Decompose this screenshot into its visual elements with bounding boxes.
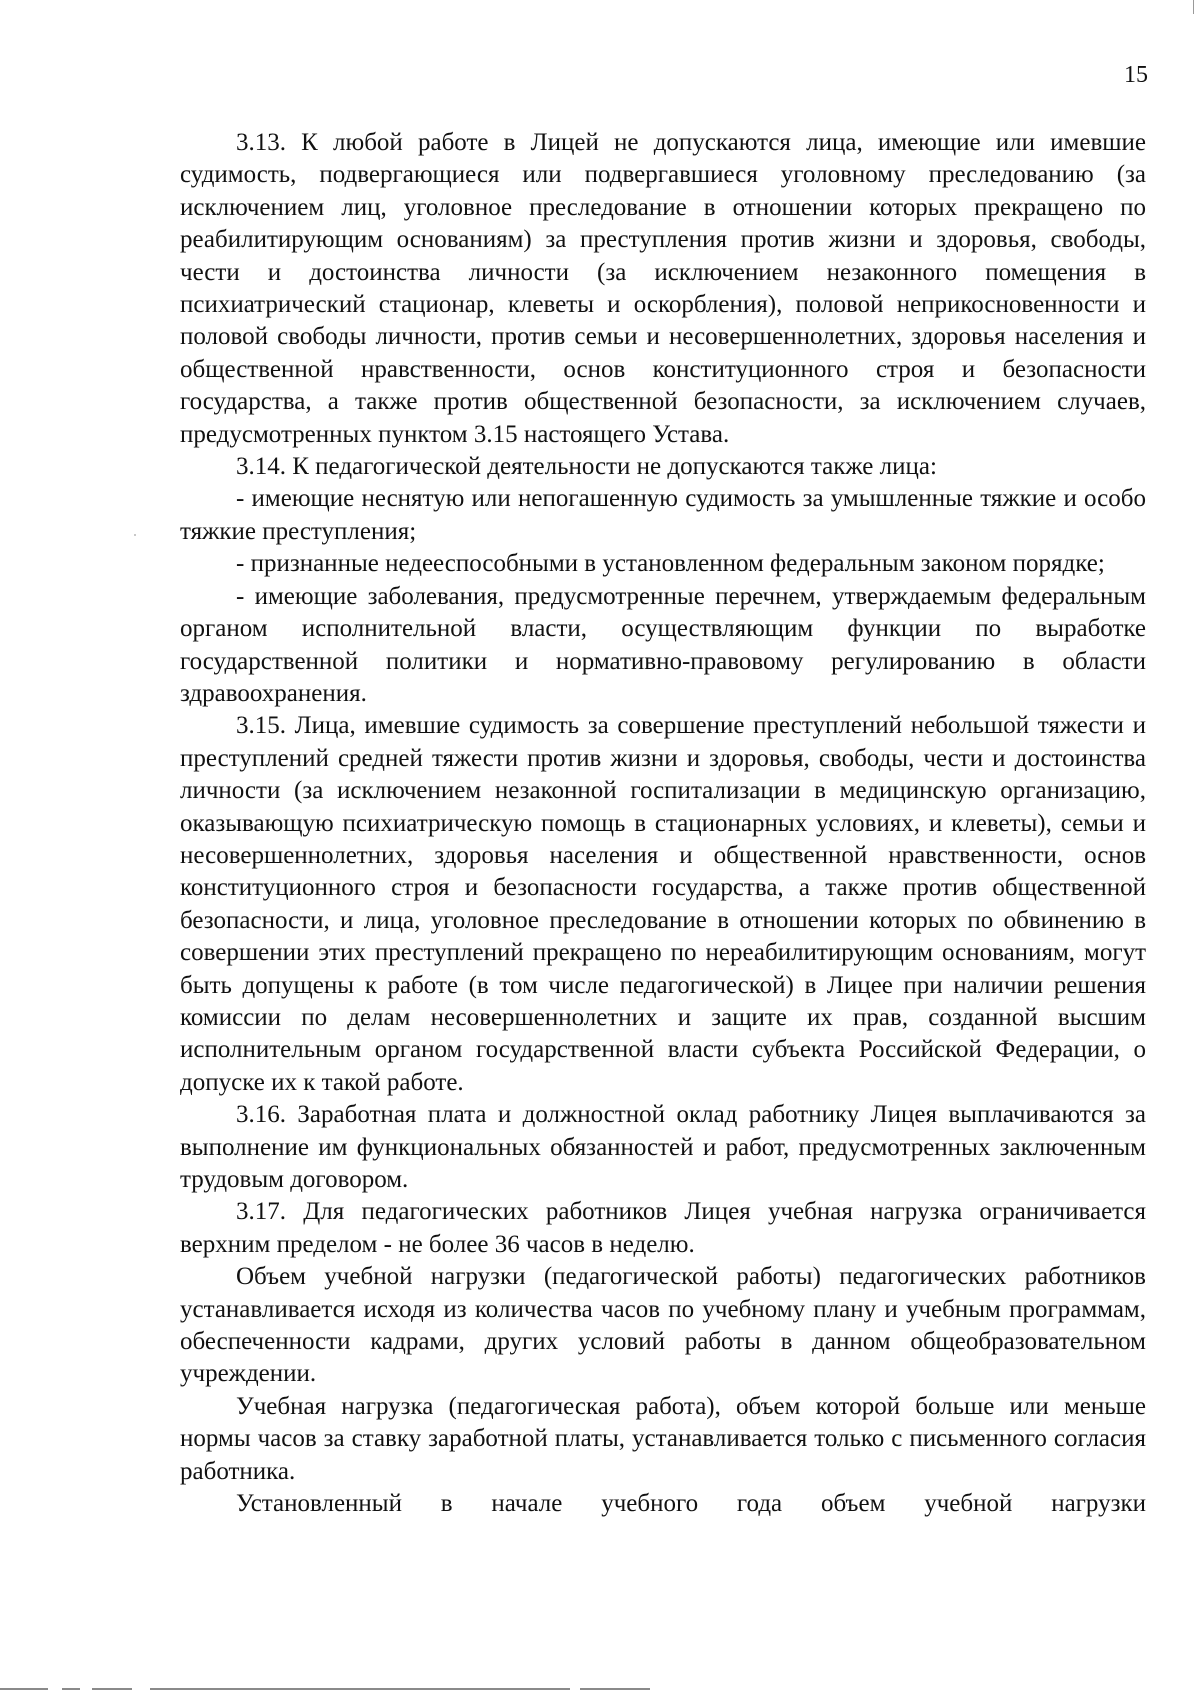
paragraph-workload-established: Установленный в начале учебного года объем учебной нагрузки [236, 1490, 1146, 1518]
document-body [180, 127, 1146, 1520]
paragraph-workload-consent: Учебная нагрузка (педагогическая работа), объем которой больше или меньше нормы часов за ставку заработной платы, устанавливается только с письменного согласия работника. [180, 1392, 1146, 1485]
paragraph-3-14: 3.14. К педагогической деятельности не допускаются также лица: [236, 453, 937, 481]
page-number: 15 [1124, 62, 1148, 88]
paragraph-workload-volume: Объем учебной нагрузки (педагогической работы) педагогических работников устанавливается исходя из количества часов по учебному плану и учебным программам, обеспеченности кадрами, других условий работы в данном общеобразовательном учреждении. [180, 1263, 1146, 1388]
scan-bottom-edge [0, 1688, 1200, 1692]
paragraph-3-13: 3.13. К любой работе в Лицей не допускаются лица, имеющие или имевшие судимость, подвергающиеся или подвергавшиеся уголовному преследованию (за исключением лиц, уголовное преследование в отношении которых прекращено по реабилитирующим основаниям) за преступления против жизни и здоровья, свободы, чести и достоинства личности (за исключением незаконного помещения в психиатрический стационар, клеветы и оскорбления), половой неприкосновенности и половой свободы личности, против семьи и несовершеннолетних, здоровья населения и общественной нравственности, основ конституционного строя и безопасности государства, а также против общественной безопасности, за исключением случаев, предусмотренных пунктом 3.15 настоящего Устава. [180, 129, 1146, 448]
scan-edge-mark [1193, 0, 1194, 14]
list-item-diseases: - имеющие заболевания, предусмотренные перечнем, утверждаемым федеральным органом исполнительной власти, осуществляющим функции по выработке государственной политики и нормативно-правовому регулированию в области здравоохранения. [180, 582, 1146, 707]
scan-speck [134, 534, 136, 536]
paragraph-3-17: 3.17. Для педагогических работников Лицея учебная нагрузка ограничивается верхним пределом - не более 36 часов в неделю. [180, 1198, 1146, 1258]
list-item-conviction: - имеющие неснятую или непогашенную судимость за умышленные тяжкие и особо тяжкие преступления; [180, 485, 1146, 545]
list-item-incapacity: - признанные недееспособными в установленном федеральным законом порядке; [236, 550, 1105, 578]
paragraph-3-16: 3.16. Заработная плата и должностной оклад работнику Лицея выплачиваются за выполнение им функциональных обязанностей и работ, предусмотренных заключенным трудовым договором. [180, 1101, 1146, 1193]
paragraph-3-15: 3.15. Лица, имевшие судимость за совершение преступлений небольшой тяжести и преступлений средней тяжести против жизни и здоровья, свободы, чести и достоинства личности (за исключением незаконной госпитализации в медицинскую организацию, оказывающую психиатрическую помощь в стационарных условиях, и клеветы), семьи и несовершеннолетних, здоровья населения и общественной нравственности, основ конституционного строя и безопасности государства, а также против общественной безопасности, и лица, уголовное преследование в отношении которых по обвинению в совершении этих преступлений прекращено по нереабилитирующим основаниям, могут быть допущены к работе (в том числе педагогической) в Лицее при наличии решения комиссии по делам несовершеннолетних и защите их прав, созданной высшим исполнительным органом государственной власти субъекта Российской Федерации, о допуске их к такой работе. [180, 712, 1146, 1096]
